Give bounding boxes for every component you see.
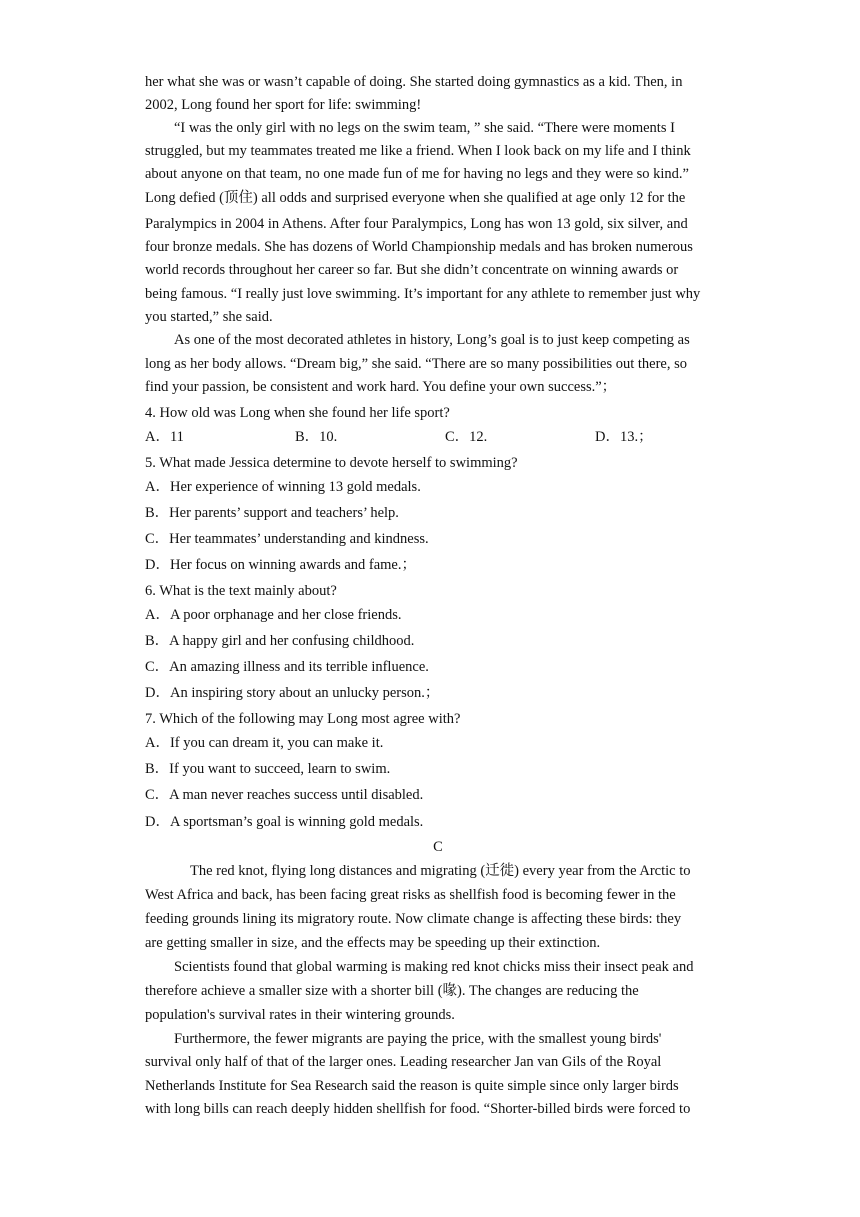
question-6-option-b[interactable]: B．A happy girl and her confusing childhood. — [145, 633, 415, 649]
question-5-option-b[interactable]: B．Her parents’ support and teachers’ help. — [145, 505, 399, 521]
passage-line: Scientists found that global warming is making red knot chicks miss their insect peak and — [174, 959, 694, 975]
passage-line: you started,” she said. — [145, 309, 273, 325]
passage-line: long as her body allows. “Dream big,” she said. “There are so many possibilities out there, so — [145, 356, 688, 372]
passage-line: population's survival rates in their wintering grounds. — [145, 1007, 455, 1023]
question-5-option-a[interactable]: A．Her experience of winning 13 gold medals. — [145, 479, 421, 495]
question-4-option-d[interactable]: D．13.； — [595, 429, 653, 445]
passage-line: Long defied (顶住) all odds and surprised everyone when she qualified at age only 12 for the — [145, 190, 686, 206]
question-7-stem: 7. Which of the following may Long most agree with? — [145, 711, 461, 727]
passage-line: Paralympics in 2004 in Athens. After four Paralympics, Long has won 13 gold, six silver, and — [145, 216, 688, 232]
question-7-option-d[interactable]: D．A sportsman’s goal is winning gold medals. — [145, 814, 424, 830]
question-6-stem: 6. What is the text mainly about? — [145, 583, 337, 599]
passage-line: are getting smaller in size, and the effects may be speeding up their extinction. — [145, 935, 601, 951]
question-4-option-c[interactable]: C．12. — [445, 429, 488, 445]
question-5-option-d[interactable]: D．Her focus on winning awards and fame.； — [145, 557, 416, 573]
question-5-option-c[interactable]: C．Her teammates’ understanding and kindness. — [145, 531, 429, 547]
passage-line: world records throughout her career so far. But she didn’t concentrate on winning awards or — [145, 262, 679, 278]
passage-line: Furthermore, the fewer migrants are paying the price, with the smallest young birds' — [174, 1031, 662, 1047]
question-7-option-b[interactable]: B．If you want to succeed, learn to swim. — [145, 761, 391, 777]
passage-line: Netherlands Institute for Sea Research said the reason is quite simple since only larger birds — [145, 1078, 679, 1094]
passage-line: about anyone on that team, no one made fun of me for having no legs and they were so kind.” — [145, 166, 689, 182]
passage-line: survival only half of that of the larger ones. Leading researcher Jan van Gils of the Royal — [145, 1054, 662, 1070]
passage-line: “I was the only girl with no legs on the swim team, ” she said. “There were moments I — [174, 120, 675, 136]
question-6-option-d[interactable]: D．An inspiring story about an unlucky person.； — [145, 685, 440, 701]
question-5-stem: 5. What made Jessica determine to devote herself to swimming? — [145, 455, 518, 471]
passage-line: therefore achieve a smaller size with a shorter bill (喙). The changes are reducing the — [145, 983, 639, 999]
question-7-option-c[interactable]: C．A man never reaches success until disabled. — [145, 787, 424, 803]
passage-line: with long bills can reach deeply hidden shellfish for food. “Shorter-billed birds were forced to — [145, 1101, 691, 1117]
passage-line: find your passion, be consistent and work hard. You define your own success.”； — [145, 379, 617, 395]
question-6-option-a[interactable]: A．A poor orphanage and her close friends. — [145, 607, 402, 623]
question-4-option-b[interactable]: B．10. — [295, 429, 338, 445]
passage-line: struggled, but my teammates treated me like a friend. When I look back on my life and I think — [145, 143, 691, 159]
passage-line: four bronze medals. She has dozens of World Championship medals and has broken numerous — [145, 239, 693, 255]
passage-line: her what she was or wasn’t capable of doing. She started doing gymnastics as a kid. Then, in — [145, 74, 683, 90]
passage-line: being famous. “I really just love swimming. It’s important for any athlete to remember just why — [145, 286, 701, 302]
question-7-option-a[interactable]: A．If you can dream it, you can make it. — [145, 735, 384, 751]
passage-line: 2002, Long found her sport for life: swimming! — [145, 97, 422, 113]
section-c-heading: C — [433, 839, 443, 855]
question-4-option-a[interactable]: A．11 — [145, 429, 184, 445]
passage-line: The red knot, flying long distances and migrating (迁徙) every year from the Arctic to — [190, 863, 691, 879]
passage-line: feeding grounds lining its migratory route. Now climate change is affecting these birds: they — [145, 911, 682, 927]
question-6-option-c[interactable]: C．An amazing illness and its terrible influence. — [145, 659, 429, 675]
passage-line: As one of the most decorated athletes in history, Long’s goal is to just keep competing as — [174, 332, 690, 348]
question-4-stem: 4. How old was Long when she found her life sport? — [145, 405, 450, 421]
passage-line: West Africa and back, has been facing great risks as shellfish food is becoming fewer in the — [145, 887, 676, 903]
